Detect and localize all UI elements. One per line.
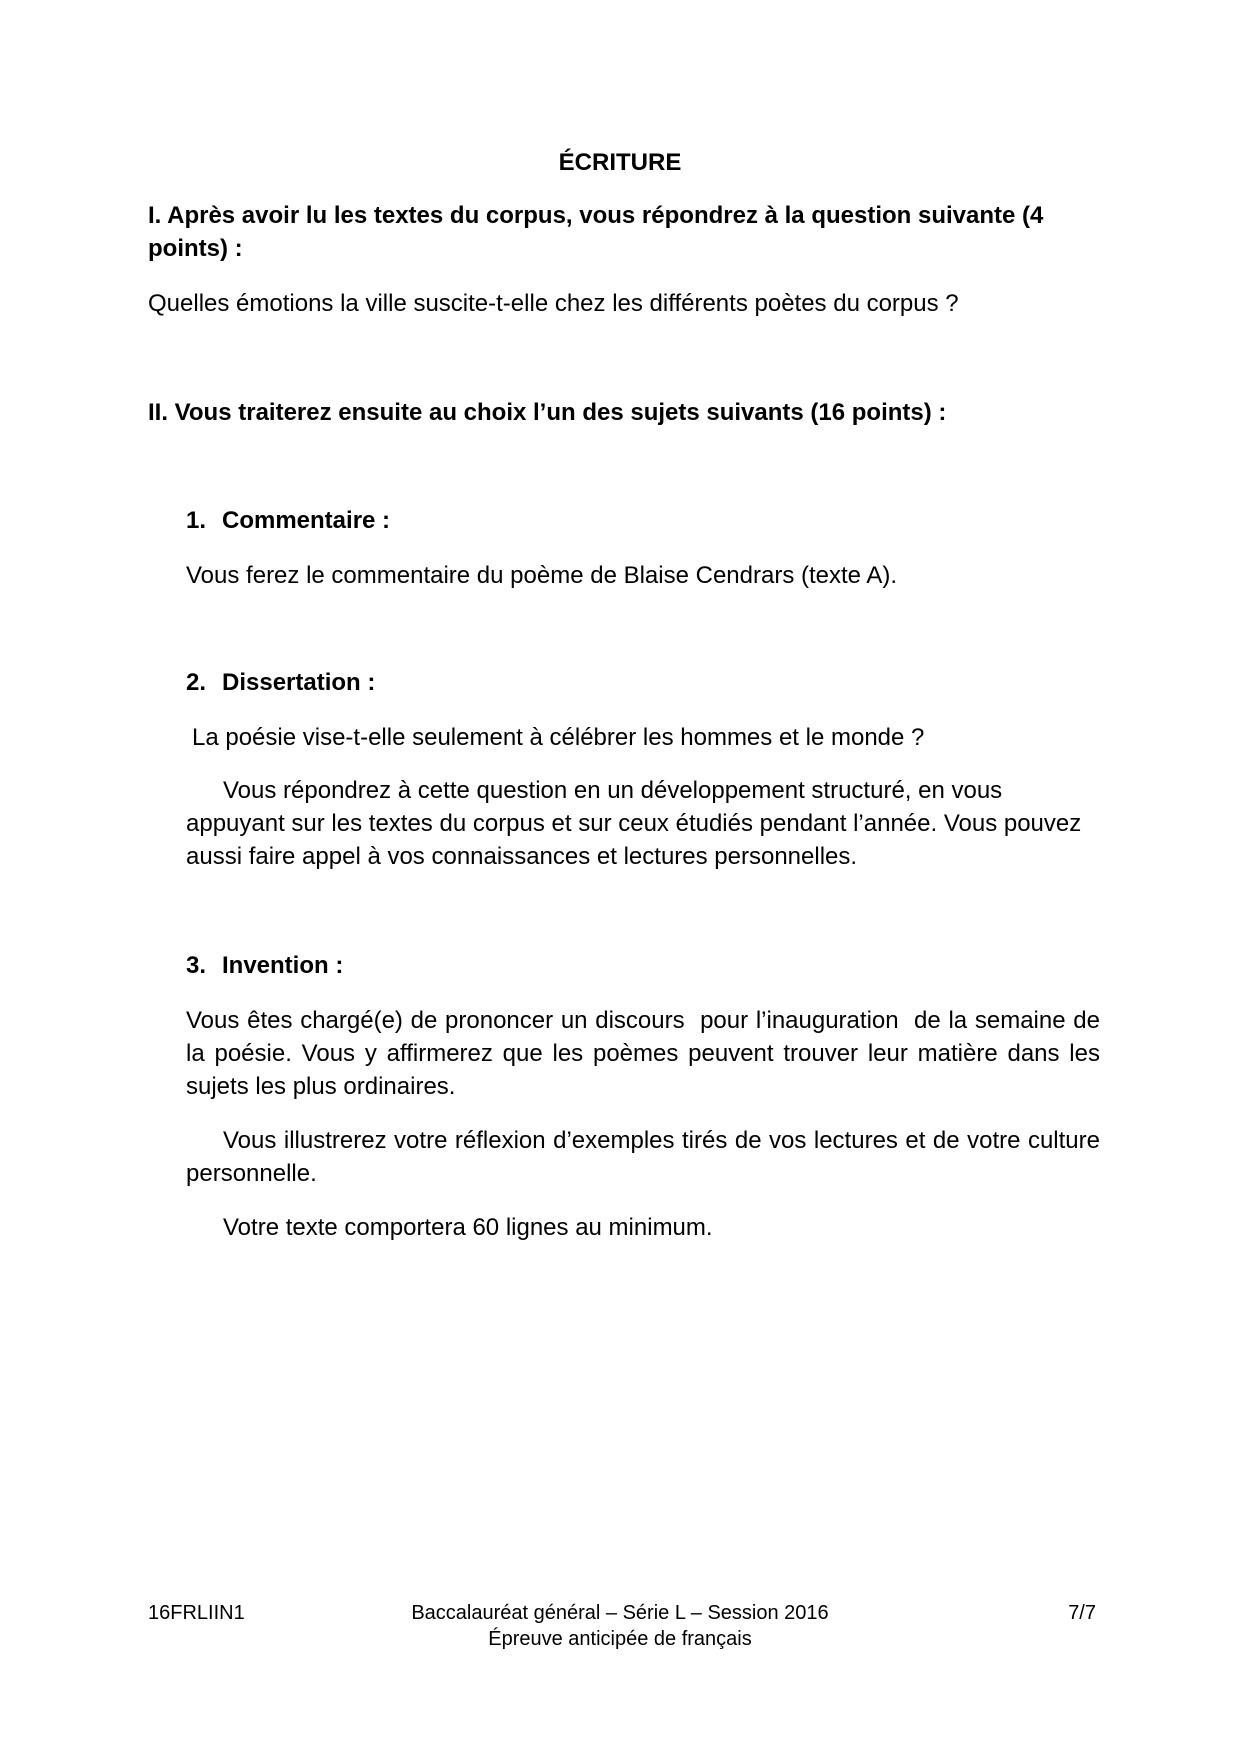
footer-exam-line-2: Épreuve anticipée de français: [488, 1628, 752, 1650]
subject-2-question: La poésie vise-t-elle seulement à célébrer les hommes et le monde ?: [192, 724, 925, 751]
footer-exam-info: [320, 1600, 920, 1652]
footer-page-number: 7/7: [1068, 1602, 1096, 1624]
subject-3-label: Invention :: [222, 952, 344, 979]
question-1-text: Quelles émotions la ville suscite-t-elle chez les différents poètes du corpus ?: [148, 290, 959, 317]
subject-3-number: 3.: [186, 952, 207, 979]
subject-1-number: 1.: [186, 507, 207, 534]
subject-3-heading: [186, 949, 343, 982]
footer-exam-code: 16FRLIIN1: [148, 1602, 245, 1624]
question-2-heading: II. Vous traiterez ensuite au choix l’un des sujets suivants (16 points) :: [148, 399, 947, 426]
question-1-heading: I. Après avoir lu les textes du corpus, vous répondrez à la question suivante (4 points) :: [148, 202, 1044, 262]
subject-2-number: 2.: [186, 669, 207, 696]
subject-1-paragraph: Vous ferez le commentaire du poème de Blaise Cendrars (texte A).: [186, 562, 898, 589]
subject-2-paragraph: Vous répondrez à cette question en un développement structuré, en vous appuyant sur les textes du corpus et sur ceux étudiés pendant l’année. Vous pouvez aussi faire appel à vos connaissances et lectures personnelles.: [186, 777, 1082, 870]
subject-3-paragraph-3: Votre texte comportera 60 lignes au minimum.: [223, 1214, 713, 1241]
subject-1-label: Commentaire :: [222, 507, 391, 534]
page-title: ÉCRITURE: [558, 149, 682, 176]
subject-2-heading: [186, 666, 375, 699]
subject-2-label: Dissertation :: [222, 669, 376, 696]
subject-3-paragraph-2: Vous illustrerez votre réflexion d’exemples tirés de vos lectures et de votre culture personnelle.: [186, 1127, 1100, 1187]
subject-1-heading: [186, 504, 390, 537]
footer-exam-line-1: Baccalauréat général – Série L – Session 2016: [411, 1602, 829, 1624]
subject-3-paragraph-1: Vous êtes chargé(e) de prononcer un discours pour l’inauguration de la semaine de la poésie. Vous y affirmerez que les poèmes peuvent trouver leur matière dans les sujets les plus ordinaires.: [186, 1007, 1107, 1100]
